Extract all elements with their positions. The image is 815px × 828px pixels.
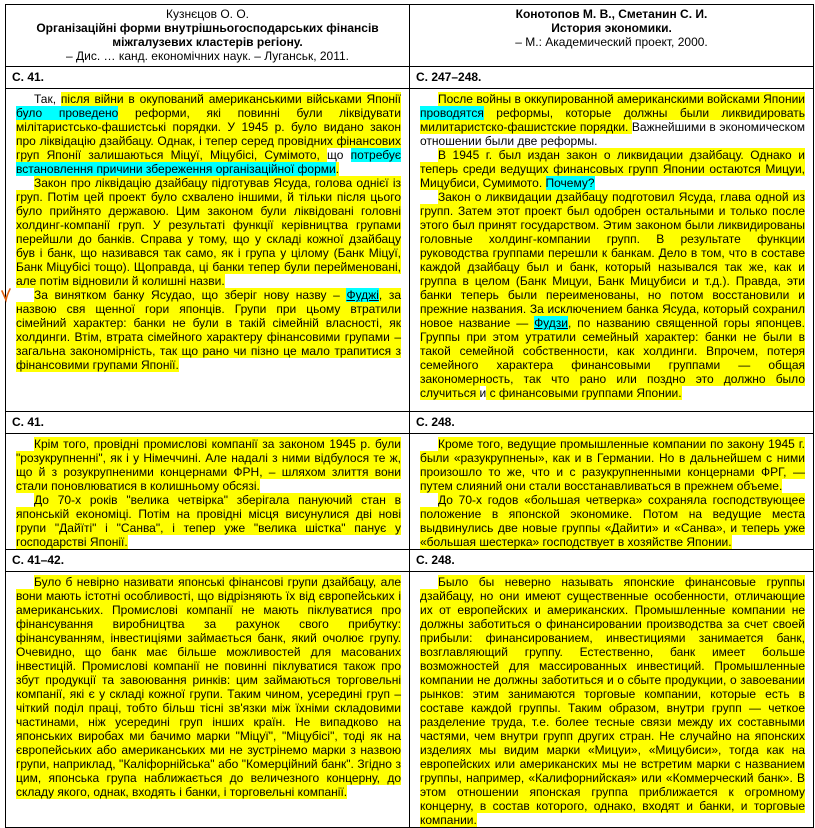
right-page-ref: С. 248. <box>410 412 814 434</box>
highlight-cyan: було проведено <box>16 106 119 120</box>
comparison-table <box>5 4 814 828</box>
right-page-ref: С. 248. <box>410 550 814 572</box>
header-row <box>6 5 814 67</box>
highlight-yellow: Закон о ликвидации дзайбацу подготовил Ясуда, глава одной из групп. Затем этот проект был одобрен остальными и только после этого был принят государством. Этим законом были ликвидированы головные холдинг-компании групп. В результате функции руководства группами перешли к банкам. Дело в том, что в составе каждой дзайбацу был и банк, который назывался так же, как и группа в целом (Банк Мицуи, Банк Мицубиси и т.д.). Правда, эти банки теперь были переименованы, но потом восстановили и прежние названия. За исключением банка Ясуда, который сохранил новое название — <box>420 190 805 330</box>
highlight-yellow: після війни в окупований американськими військами Японії <box>60 92 401 106</box>
highlight-yellow: . <box>335 162 340 176</box>
plain-text: Так, <box>34 92 61 106</box>
right-source: – М.: Академический проект, 2000. <box>515 35 708 49</box>
left-text-cell <box>6 572 410 828</box>
highlight-yellow: Було б невірно називати японські фінансові групи дзайбацу, але вони мають істотні особливості, що відрізняють їх від європейських і американських. Промислові компанії не мають піклуватися про фінансування виробництва за рахунок свого прибутку: фінансуванням, інвестиціями займається банк, який очолює групу. Очевидно, що банк має більше можливостей для масованих інвестицій. Промислові компанії не повинні піклуватися також про збут продукції та завоювання ринків: цим займаються торговельні компанії, які є у складі кожної групи. Таким чином, усередині груп – чіткий поділ праці, тобто більш тісні зв'язки між їхніми складовими частинами, ніж усередині груп інших країн. Не випадково на японських виробах ми бачимо марки "Міцуї", "Міцубісі", тоді як на європейських або американських ми не зустрінемо марки з назвою групи, наприклад, "Каліфорнійська" або "Комерційний банк". Згідно з цим, японська група наближається до величезного концерну, до складу якого, однак, входять і банки, і торговельні компанії. <box>16 575 401 799</box>
left-text-cell <box>6 89 410 412</box>
highlight-cyan: Фуджі <box>346 288 379 302</box>
text-row-3 <box>6 572 814 828</box>
right-source-header <box>410 5 814 67</box>
paragraph <box>16 288 401 372</box>
highlight-cyan: потребує встановлення причини збереження організаційної форми <box>16 148 402 176</box>
highlight-yellow: с финансовыми группами Японии. <box>486 386 682 400</box>
left-source: – Дис. … канд. економічних наук. – Луганськ, 2011. <box>65 49 349 63</box>
highlight-yellow: До 70-х років "велика четвірка" зберігала пануючий стан в японській економіці. Потім на провідні місця висунулися дві нові групи "Дайїті" і "Санва", і тепер уже "велика шістка" панує у господарстві Японії. <box>16 493 401 549</box>
paragraph <box>420 437 805 493</box>
paragraph <box>420 575 805 827</box>
page-row-2 <box>6 412 814 434</box>
highlight-yellow: реформи, які повинні були ліквідувати мілітаристсько-фашистські порядки. У 1945 р. було видано закон про ліквідацію дзайбацу. Однак, і тепер серед провідних фінансових груп Японії залишаються Міцуї, Міцубісі, Сумімото, <box>16 106 401 162</box>
highlight-cyan: Фудзи <box>534 316 568 330</box>
page-row-3 <box>6 550 814 572</box>
paragraph <box>420 92 805 148</box>
highlight-yellow: За винятком банку Ясудао, що зберіг нову назву – <box>34 288 347 302</box>
left-title: Організаційні форми внутрішньогосподарських фінансів міжгалузевих кластерів регіону. <box>36 21 379 49</box>
plain-text: що <box>327 148 351 162</box>
highlight-cyan: Почему? <box>545 176 595 190</box>
highlight-yellow: Было бы неверно называть японские финансовые группы дзайбацу, но они имеют существенные особенности, отличающие их от европейских и американских. Промышленные компании не должны заботиться о финансировании производства за счет своей прибыли: финансированием, инвестициями занимается банк, возглавляющий группу. Естественно, банк имеет больше возможностей для массированных инвестиций. Промышленные компании не должны заботиться и о сбыте продукции, о завоевании рынков: этим занимаются торговые компании, которые есть в составе каждой группы. Таким образом, внутри групп — четкое разделение труда, т.е. более тесные связи между их составными частями, чем внутри групп других стран. Не случайно на японских изделиях мы видим марки «Мицуи», «Мицубиси», тогда как на европейских или американских мы не встретим марки с названием группы, например, «Калифорнийская» или «Коммерческий банк». В этом отношении японская группа приближается к огромному концерну, в состав которого, однако, входят и банки, и торговые компании. <box>420 575 805 827</box>
left-page-ref: С. 41. <box>6 412 410 434</box>
highlight-yellow: Кроме того, ведущие промышленные компании по закону 1945 г. были «разукрупнены», как и в Германии. Но в дальнейшем с ними произошло то же, что и с разукрупненными концернами ФРГ, — путем слияний они стали восстанавливаться в прежнем объеме. <box>420 437 805 493</box>
highlight-yellow: В 1945 г. был издан закон о ликвидации дзайбацу. Однако и теперь среди ведущих финансовых групп Японии остаются Мицуи, Мицубиси, Сумимото. <box>420 148 805 190</box>
plain-text: Важнейшими в экономическом отношении были две реформы. <box>420 120 805 148</box>
paragraph <box>16 437 401 493</box>
plain-text: и <box>479 386 487 400</box>
highlight-yellow: реформы, которые должны были ликвидировать милитаристско-фашистские порядки. <box>420 106 805 134</box>
left-page-ref: С. 41. <box>6 67 410 89</box>
highlight-yellow: Крім того, провідні промислові компанії за законом 1945 р. були "розукрупненні", як і у Німеччині. Але надалі з ними відбулося те ж, що й з розукрупненими концернами ФРН, – шляхом злиття вони стали поновлюватися в колишньому обсязі. <box>16 437 401 493</box>
highlight-yellow: , по названию священной горы японцев. Группы при этом утратили семейный характер: банки не были в такой семейной собственности, как холдинги. Впрочем, потеря семейного характера финансовыми группами — общая закономерность, так что рано или поздно это должно было случиться <box>420 316 805 400</box>
left-page-ref: С. 41–42. <box>6 550 410 572</box>
paragraph <box>16 176 401 288</box>
left-author: Кузнєцов О. О. <box>165 7 250 21</box>
highlight-yellow: Закон про ліквідацію дзайбацу підготував Ясуда, голова однієї із груп. Потім цей проект було схвалено іншими, й тільки після цього було прийнято державою. Цим законом були ліквідовані головні холдинг-компанії груп. У результаті функції керівництва групами перейшли до банків. Справа у тому, що у складі кожної дзайбацу був і банк, що називався так само, як і група у цілому (Банк Міцуї, Банк Міцубісі тощо). Щоправда, ці банки тепер були перейменовані, але потім відновили й колишні назви. <box>16 176 401 288</box>
paragraph <box>16 92 401 176</box>
right-author: Конотопов М. В., Сметанин С. И. <box>515 7 708 21</box>
right-text-cell <box>410 572 814 828</box>
left-source-header <box>6 5 410 67</box>
paragraph <box>16 493 401 549</box>
check-mark-icon <box>0 285 12 305</box>
text-row-1 <box>6 89 814 412</box>
paragraph <box>420 148 805 190</box>
highlight-yellow: После войны в оккупированной американскими войсками Японии <box>438 92 805 106</box>
paragraph <box>420 493 805 549</box>
right-text-cell <box>410 89 814 412</box>
paragraph <box>420 190 805 400</box>
left-text-cell <box>6 434 410 550</box>
highlight-yellow: До 70-х годов «большая четверка» сохраняла господствующее положение в японской экономике. Потом на ведущие места выдвинулись две новые группы «Дайити» и «Санва», и теперь уже «большая шестерка» господствует в хозяйстве Японии. <box>420 493 805 549</box>
highlight-cyan: проводятся <box>420 106 484 120</box>
highlight-yellow: , за назвою свя щенної гори японців. Групи при цьому втратили сімейний характер: банки не були в такій сімейній власності, як холдинги. Втім, втрата сімейного характеру фінансовими групами – загальна закономірність, так що рано чи пізно це мало трапитися з фінансовими групами Японії. <box>16 288 401 372</box>
right-page-ref: С. 247–248. <box>410 67 814 89</box>
paragraph <box>16 575 401 799</box>
right-title: История экономики. <box>551 21 672 35</box>
text-row-2 <box>6 434 814 550</box>
right-text-cell <box>410 434 814 550</box>
page-row-1 <box>6 67 814 89</box>
